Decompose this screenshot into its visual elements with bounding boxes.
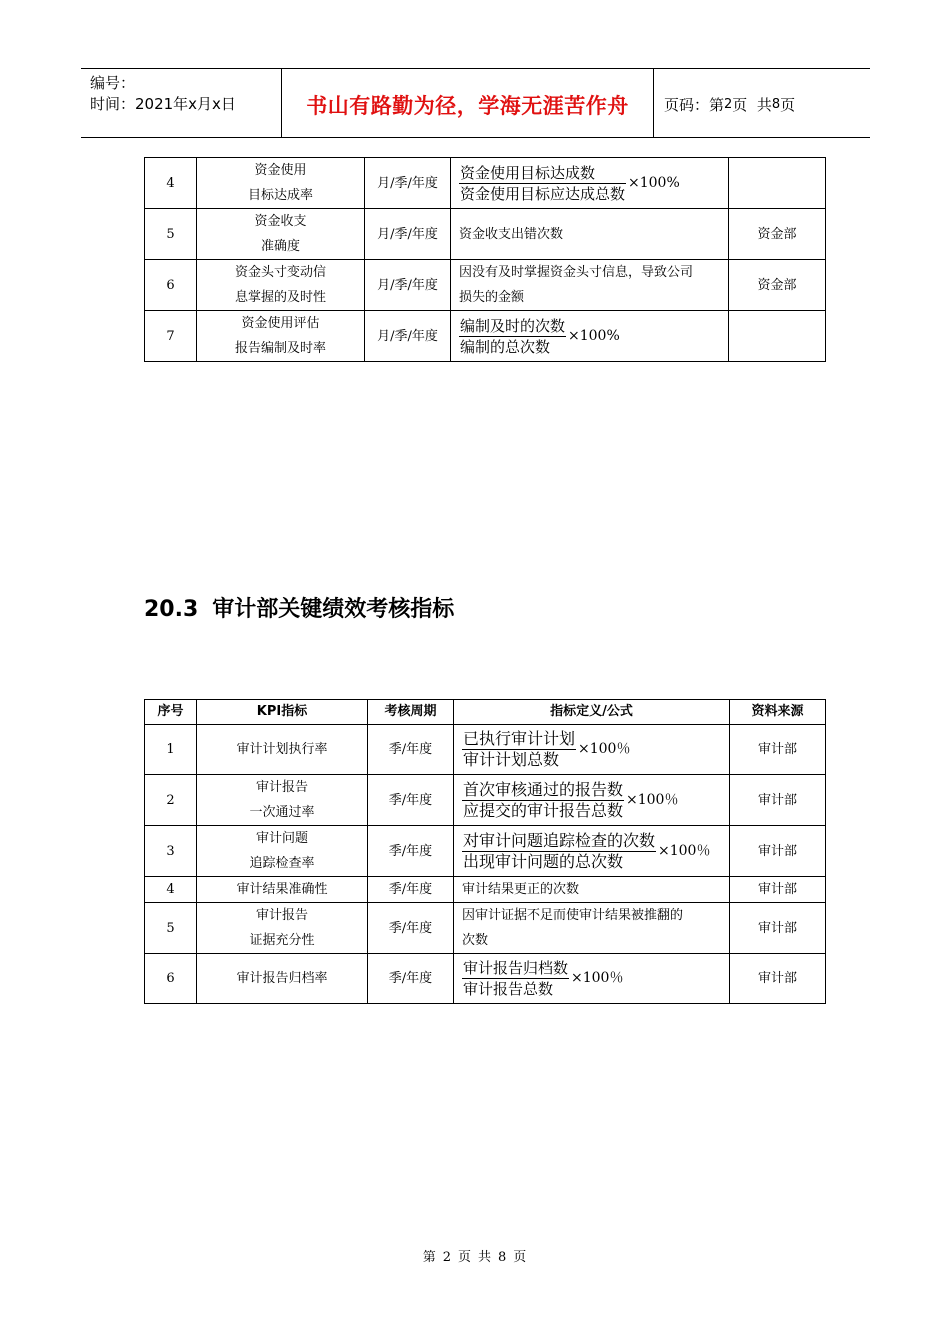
review-period: 月/季/年度 [365,209,451,260]
section-number: 20.3 [144,597,199,622]
page-total: 8 [771,96,781,112]
col-header-number: 序号 [145,700,197,725]
kpi-formula: $\frac{\text{对审计问题追踪检查的次数}}{\text{出现审计问题的总次数}}$ ×100％ [454,826,730,877]
data-source: 资金部 [729,260,826,311]
review-period: 月/季/年度 [365,158,451,209]
kpi-indicator: 审计计划执行率 [197,725,368,775]
review-period: 季/年度 [368,877,454,903]
review-period: 月/季/年度 [365,311,451,362]
section-heading: 审计部关键绩效考核指标 [212,597,455,622]
col-header-source: 资料来源 [730,700,826,725]
row-number: 6 [145,260,197,311]
time-label: 时间：2021年x月x日 [90,95,236,113]
serial-label: 编号： [90,74,136,92]
review-period: 季/年度 [368,903,454,954]
review-period: 季/年度 [368,826,454,877]
kpi-indicator: 资金使用 目标达成率 [197,158,365,209]
row-number: 7 [145,311,197,362]
row-number: 2 [145,775,197,826]
page-label: 页码：第 [664,95,725,114]
footer-text: 共 [478,1250,493,1265]
data-source: 审计部 [730,775,826,826]
table-row [145,877,826,903]
section-title [144,592,454,623]
data-source: 审计部 [730,877,826,903]
kpi-indicator: 审计结果准确性 [197,877,368,903]
data-source: 审计部 [730,954,826,1004]
header-meta [81,69,282,137]
kpi-indicator: 审计报告归档率 [197,954,368,1004]
table-row [145,775,826,826]
kpi-indicator: 审计报告 一次通过率 [197,775,368,826]
kpi-definition: 资金收支出错次数 [451,209,729,260]
page-number: 2 [724,96,733,112]
page-header [81,68,870,138]
review-period: 季/年度 [368,775,454,826]
data-source: 审计部 [730,725,826,775]
page-footer [0,1246,950,1265]
table-row [145,826,826,877]
page-end: 页 [780,95,796,114]
row-number: 3 [145,826,197,877]
kpi-indicator: 资金收支 准确度 [197,209,365,260]
kpi-formula: $\frac{\text{资金使用目标达成数}}{\text{资金使用目标应达成总数}}$ ×100% [451,158,729,209]
table-row [145,260,826,311]
footer-page-total: 8 [498,1250,508,1265]
footer-text: 页 [457,1250,472,1265]
col-header-period: 考核周期 [368,700,454,725]
col-header-kpi: KPI指标 [197,700,368,725]
header-motto: 书山有路勤为径，学海无涯苦作舟 [282,69,654,137]
page-mid: 页 共 [732,95,772,114]
kpi-indicator: 资金使用评估 报告编制及时率 [197,311,365,362]
footer-page-number: 2 [442,1250,452,1265]
kpi-definition: 因没有及时掌握资金头寸信息，导致公司 损失的金额 [451,260,729,311]
review-period: 月/季/年度 [365,260,451,311]
audit-kpi-table [144,699,826,1004]
kpi-definition: 因审计证据不足而使审计结果被推翻的 次数 [454,903,730,954]
header-page-info [654,69,870,137]
review-period: 季/年度 [368,954,454,1004]
table-row [145,158,826,209]
row-number: 4 [145,158,197,209]
data-source [729,158,826,209]
table-row [145,725,826,775]
row-number: 5 [145,903,197,954]
table-header-row [145,700,826,725]
col-header-definition: 指标定义/公式 [454,700,730,725]
kpi-indicator: 审计报告 证据充分性 [197,903,368,954]
row-number: 1 [145,725,197,775]
footer-text: 页 [513,1250,528,1265]
kpi-formula: $\frac{\text{审计报告归档数}}{\text{审计报告总数}}$ ×100％ [454,954,730,1004]
kpi-definition: 审计结果更正的次数 [454,877,730,903]
table-row [145,311,826,362]
review-period: 季/年度 [368,725,454,775]
data-source: 资金部 [729,209,826,260]
kpi-formula: $\frac{\text{已执行审计计划}}{\text{审计计划总数}}$ ×100％ [454,725,730,775]
row-number: 5 [145,209,197,260]
kpi-formula: $\frac{\text{首次审核通过的报告数}}{\text{应提交的审计报告总数}}$ ×100％ [454,775,730,826]
table-row [145,954,826,1004]
data-source [729,311,826,362]
fund-kpi-table [144,157,826,362]
kpi-indicator: 资金头寸变动信 息掌握的及时性 [197,260,365,311]
footer-text: 第 [422,1250,437,1265]
row-number: 4 [145,877,197,903]
table-row [145,209,826,260]
kpi-formula: $\frac{\text{编制及时的次数}}{\text{编制的总次数}}$ ×100% [451,311,729,362]
table-row [145,903,826,954]
data-source: 审计部 [730,903,826,954]
kpi-indicator: 审计问题 追踪检查率 [197,826,368,877]
data-source: 审计部 [730,826,826,877]
row-number: 6 [145,954,197,1004]
